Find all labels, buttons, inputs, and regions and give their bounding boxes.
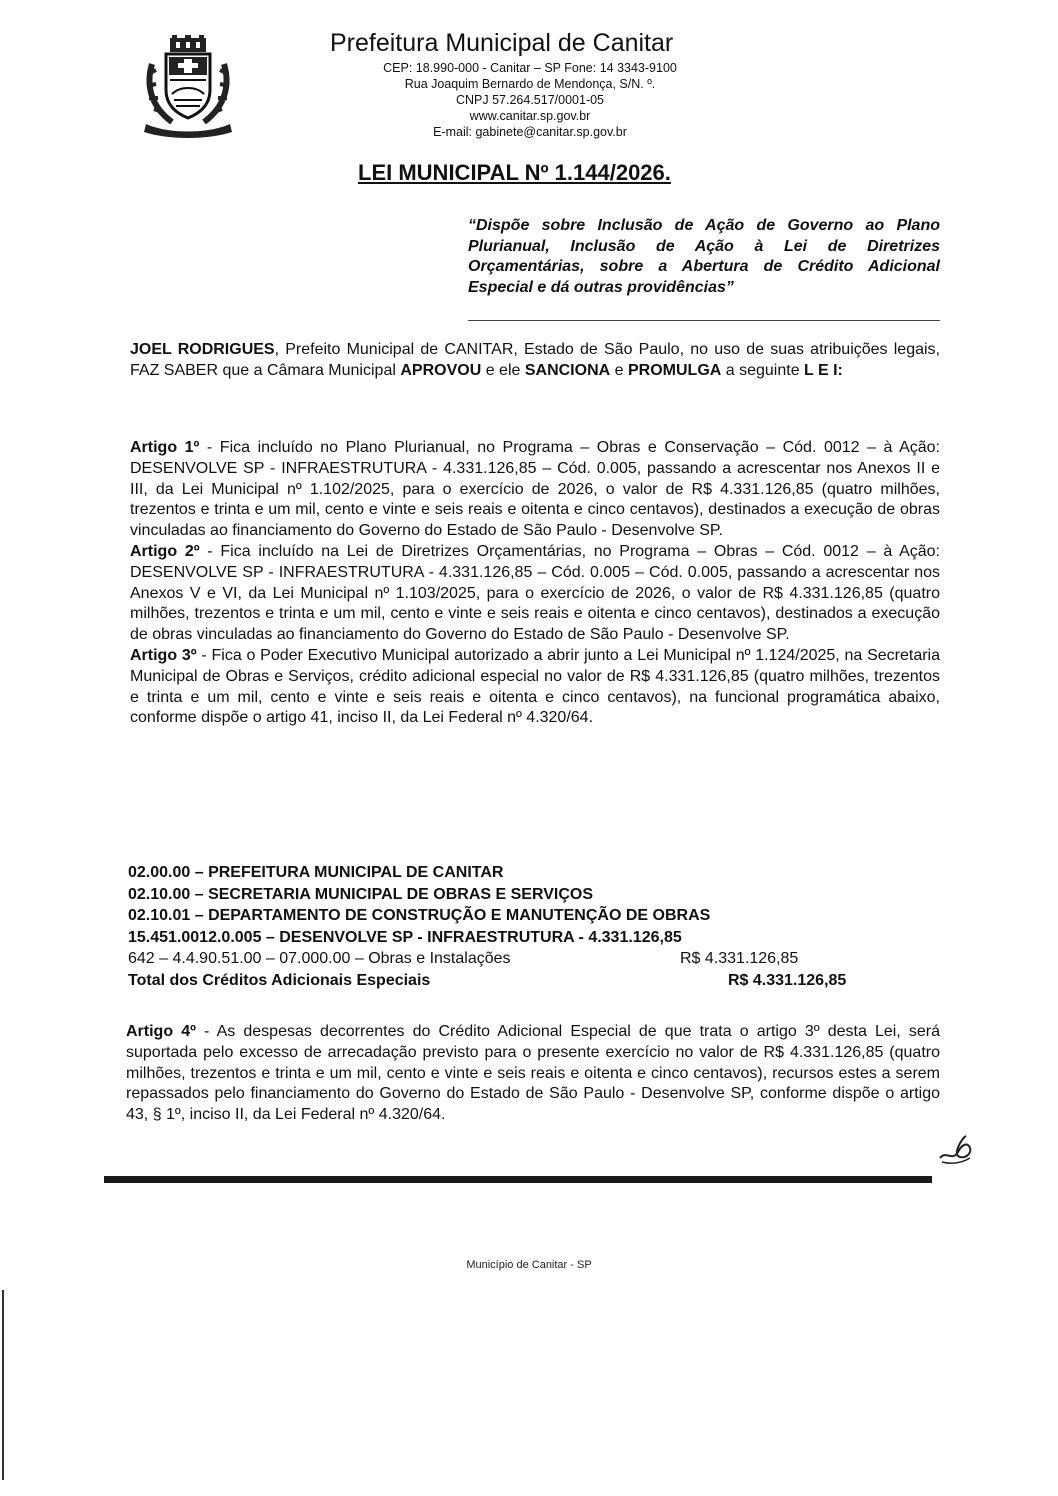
article-1	[130, 438, 940, 542]
budget-unit-line: 02.00.00 – PREFEITURA MUNICIPAL DE CANITAR	[128, 864, 504, 881]
budget-unit-line: 02.10.00 – SECRETARIA MUNICIPAL DE OBRAS E SERVIÇOS	[128, 885, 594, 903]
law-word: L E I:	[804, 361, 843, 379]
approved-word: APROVOU	[400, 361, 482, 379]
summary-underline	[468, 320, 940, 321]
article-text: - Fica incluído na Lei de Diretrizes Orçamentárias, no Programa – Obras – Cód. 0012 – à Ação: DESENVOLVE SP - INFRAESTRUTURA - 4.331.126,85 – Cód. 0.005 – Cód. 0.005, passando a acrescentar nos Anexos V e VI, da Lei Municipal nº 1.103/2025, para o exercício de 2026, o valor de R$ 4.331.126,85 (quatro milhões, trezentos e trinta e um mil, cento e vinte e seis reais e oitenta e cinco centavos), destinados a execução de obras vinculadas ao financiamento do Governo do Estado de São Paulo - Desenvolve SP.	[130, 542, 940, 644]
header-title: Prefeitura Municipal de Canitar	[330, 29, 674, 57]
budget-total-row	[128, 970, 888, 992]
header-cep-phone: CEP: 18.990-000 - Canitar – SP Fone: 14 3343-9100	[383, 61, 677, 75]
law-summary: “Dispõe sobre Inclusão de Ação de Governo ao Plano Plurianual, Inclusão de Ação à Lei de Diretrizes Orçamentárias, sobre a Abertura de Crédito Adicional Especial e dá outras providências”	[468, 217, 940, 296]
article-text: - Fica incluído no Plano Plurianual, no Programa – Obras e Conservação – Cód. 0012 – à Ação: DESENVOLVE SP - INFRAESTRUTURA - 4.331.126,85 – Cód. 0.005, passando a acrescentar nos Anexos II e III, da Lei Municipal nº 1.102/2025, para o exercício de 2026, o valor de R$ 4.331.126,85 (quatro milhões, trezentos e trinta e um mil, cento e vinte e seis reais e oitenta e cinco centavos), destinados a execução de obras vinculadas ao financiamento do Governo do Estado de São Paulo - Desenvolve SP.	[130, 439, 940, 540]
enactment-clause	[130, 340, 940, 382]
enactment-text: e ele	[481, 361, 525, 379]
budget-unit-line: 02.10.01 – DEPARTAMENTO DE CONSTRUÇÃO E MANUTENÇÃO DE OBRAS	[128, 907, 711, 924]
budget-item-row	[128, 948, 888, 970]
article-label: Artigo 3º	[130, 646, 197, 664]
article-4	[126, 1022, 940, 1126]
header-email: E-mail: gabinete@canitar.sp.gov.br	[433, 125, 627, 139]
law-title: LEI MUNICIPAL Nº 1.144/2026.	[358, 160, 671, 185]
article-label: Artigo 4º	[126, 1023, 196, 1040]
municipal-crest-logo	[138, 34, 238, 138]
article-2	[130, 542, 940, 646]
budget-total-value: R$ 4.331.126,85	[728, 972, 847, 989]
budget-item-value: R$ 4.331.126,85	[680, 950, 799, 967]
promulgates-word: PROMULGA	[627, 361, 722, 379]
page-footer: Município de Canitar - SP	[466, 1259, 592, 1271]
page-divider	[104, 1176, 932, 1183]
sanctions-word: SANCIONA	[524, 361, 611, 379]
header-contact-block	[340, 60, 720, 140]
article-label: Artigo 1º	[130, 439, 200, 456]
budget-item-label: 642 – 4.4.90.51.00 – 07.000.00 – Obras e Instalações	[128, 950, 511, 967]
mayor-name: JOEL RODRIGUES	[130, 341, 275, 358]
article-3	[130, 646, 940, 729]
scan-edge-mark	[2, 1290, 4, 1480]
article-text: - Fica o Poder Executivo Municipal autorizado a abrir junto a Lei Municipal nº 1.124/2025, na Secretaria Municipal de Obras e Serviços, crédito adicional especial no valor de R$ 4.331.126,85 (quatro milhões, trezentos e trinta e um mil, cento e vinte e seis reais e oitenta e cinco centavos), na funcional programática abaixo, conforme dispõe o artigo 41, inciso II, da Lei Federal nº 4.320/64.	[130, 646, 941, 727]
budget-action-line: 15.451.0012.0.005 – DESENVOLVE SP - INFRAESTRUTURA - 4.331.126,85	[128, 928, 682, 946]
enactment-text: , Prefeito Municipal de CANITAR, Estado de São Paulo, no uso de suas atribuições legais, FAZ SABER que a Câmara Municipal	[130, 341, 940, 379]
budget-total-label: Total dos Créditos Adicionais Especiais	[128, 972, 431, 989]
enactment-text: a seguinte	[721, 361, 805, 379]
article-text: - As despesas decorrentes do Crédito Adicional Especial de que trata o artigo 3º desta Lei, será suportada pelo excesso de arrecadação previsto para o presente exercício no valor de R$ 4.331.126,85 (quatro milhões, trezentos e trinta e um mil, cento e vinte e seis reais e oitenta e cinco centavos), recursos estes a serem repassados pelo financiamento do Governo do Estado de São Paulo - Desenvolve SP, conforme dispõe o artigo 43, § 1º, inciso II, da Lei Federal nº 4.320/64.	[126, 1023, 940, 1124]
enactment-text: e	[610, 361, 628, 379]
article-label: Artigo 2º	[130, 542, 200, 560]
header-website: www.canitar.sp.gov.br	[469, 109, 591, 123]
articles-section	[130, 438, 940, 729]
budget-allocation	[128, 862, 888, 992]
initials-signature	[936, 1132, 976, 1168]
header-cnpj: CNPJ 57.264.517/0001-05	[455, 93, 605, 107]
header-address: Rua Joaquim Bernardo de Mendonça, S/N. º.	[404, 77, 656, 91]
